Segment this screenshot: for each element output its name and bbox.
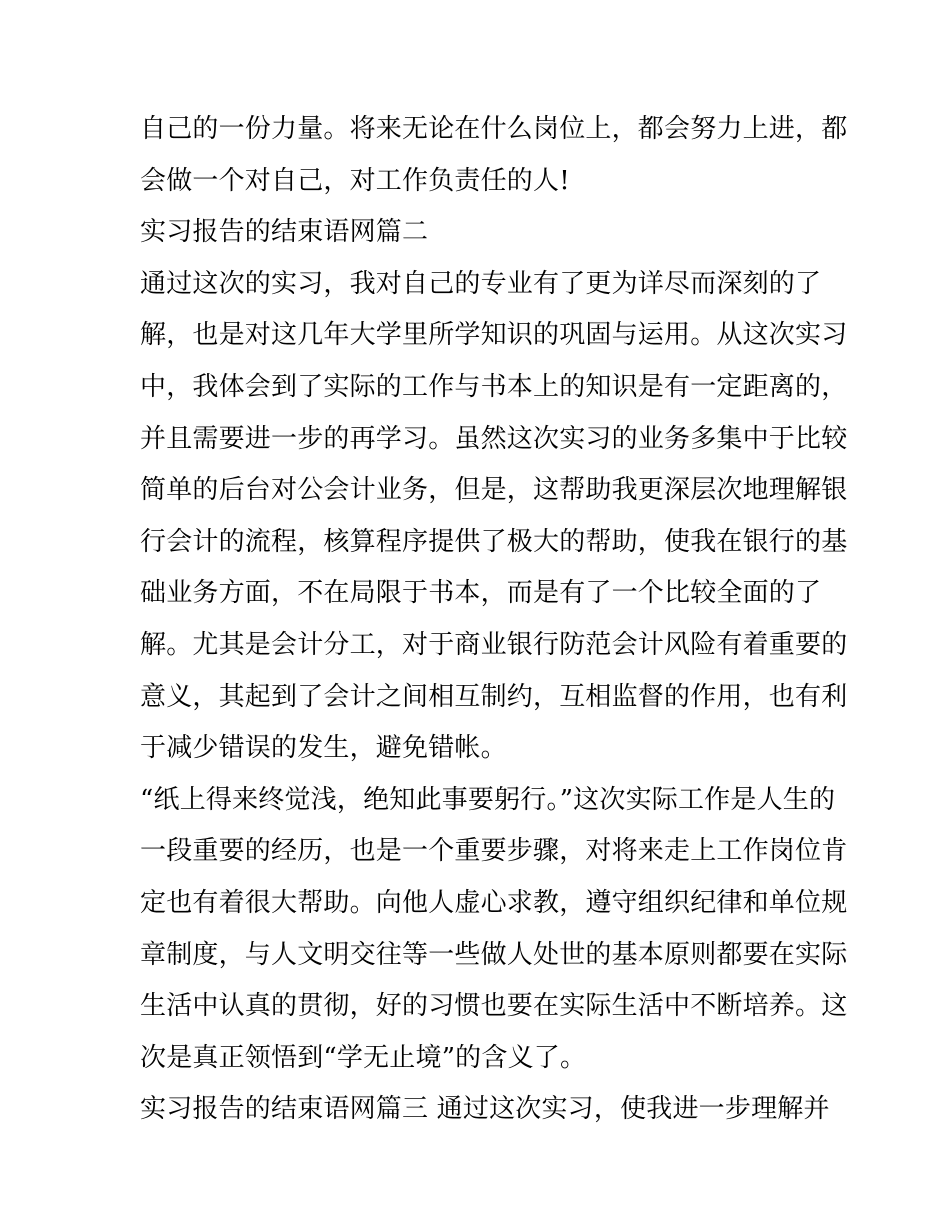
text-line: 次是真正领悟到“学无止境”的含义了。 <box>140 1042 587 1073</box>
text-line: 础业务方面，不在局限于书本，而是有了一个比较全面的了 <box>140 578 822 609</box>
text-line: “纸上得来终觉浅，绝知此事要躬行。”这次实际工作是人生的 <box>140 784 836 815</box>
text-line: 章制度，与人文明交往等一些做人处世的基本原则都要在实际 <box>140 939 848 970</box>
text-line: 通过这次的实习，我对自己的专业有了更为详尽而深刻的了 <box>140 268 822 299</box>
text-line: 定也有着很大帮助。向他人虚心求教，遵守组织纪律和单位规 <box>140 887 848 918</box>
text-line: 解，也是对这几年大学里所学知识的巩固与运用。从这次实习 <box>140 320 848 351</box>
text-line: 于减少错误的发生，避免错帐。 <box>140 733 507 764</box>
section-heading: 实习报告的结束语网篇三 通过这次实习，使我进一步理解并 <box>140 1094 830 1125</box>
text-line: 一段重要的经历，也是一个重要步骤，对将来走上工作岗位肯 <box>140 836 848 867</box>
text-line: 会做一个对自己，对工作负责任的人! <box>140 165 570 196</box>
text-line: 中，我体会到了实际的工作与书本上的知识是有一定距离的， <box>140 371 848 402</box>
document-body <box>140 104 848 1136</box>
text-line: 自己的一份力量。将来无论在什么岗位上，都会努力上进，都 <box>140 114 848 144</box>
text-line: 生活中认真的贯彻，好的习惯也要在实际生活中不断培养。这 <box>140 991 848 1022</box>
text-line: 解。尤其是会计分工，对于商业银行防范会计风险有着重要的 <box>140 629 848 660</box>
text-line: 行会计的流程，核算程序提供了极大的帮助，使我在银行的基 <box>140 526 848 557</box>
text-line: 简单的后台对公会计业务，但是，这帮助我更深层次地理解银 <box>140 475 848 506</box>
text-line: 意义，其起到了会计之间相互制约，互相监督的作用，也有利 <box>140 681 848 712</box>
text-line: 并且需要进一步的再学习。虽然这次实习的业务多集中于比较 <box>140 423 848 454</box>
section-heading: 实习报告的结束语网篇二 <box>140 217 429 248</box>
